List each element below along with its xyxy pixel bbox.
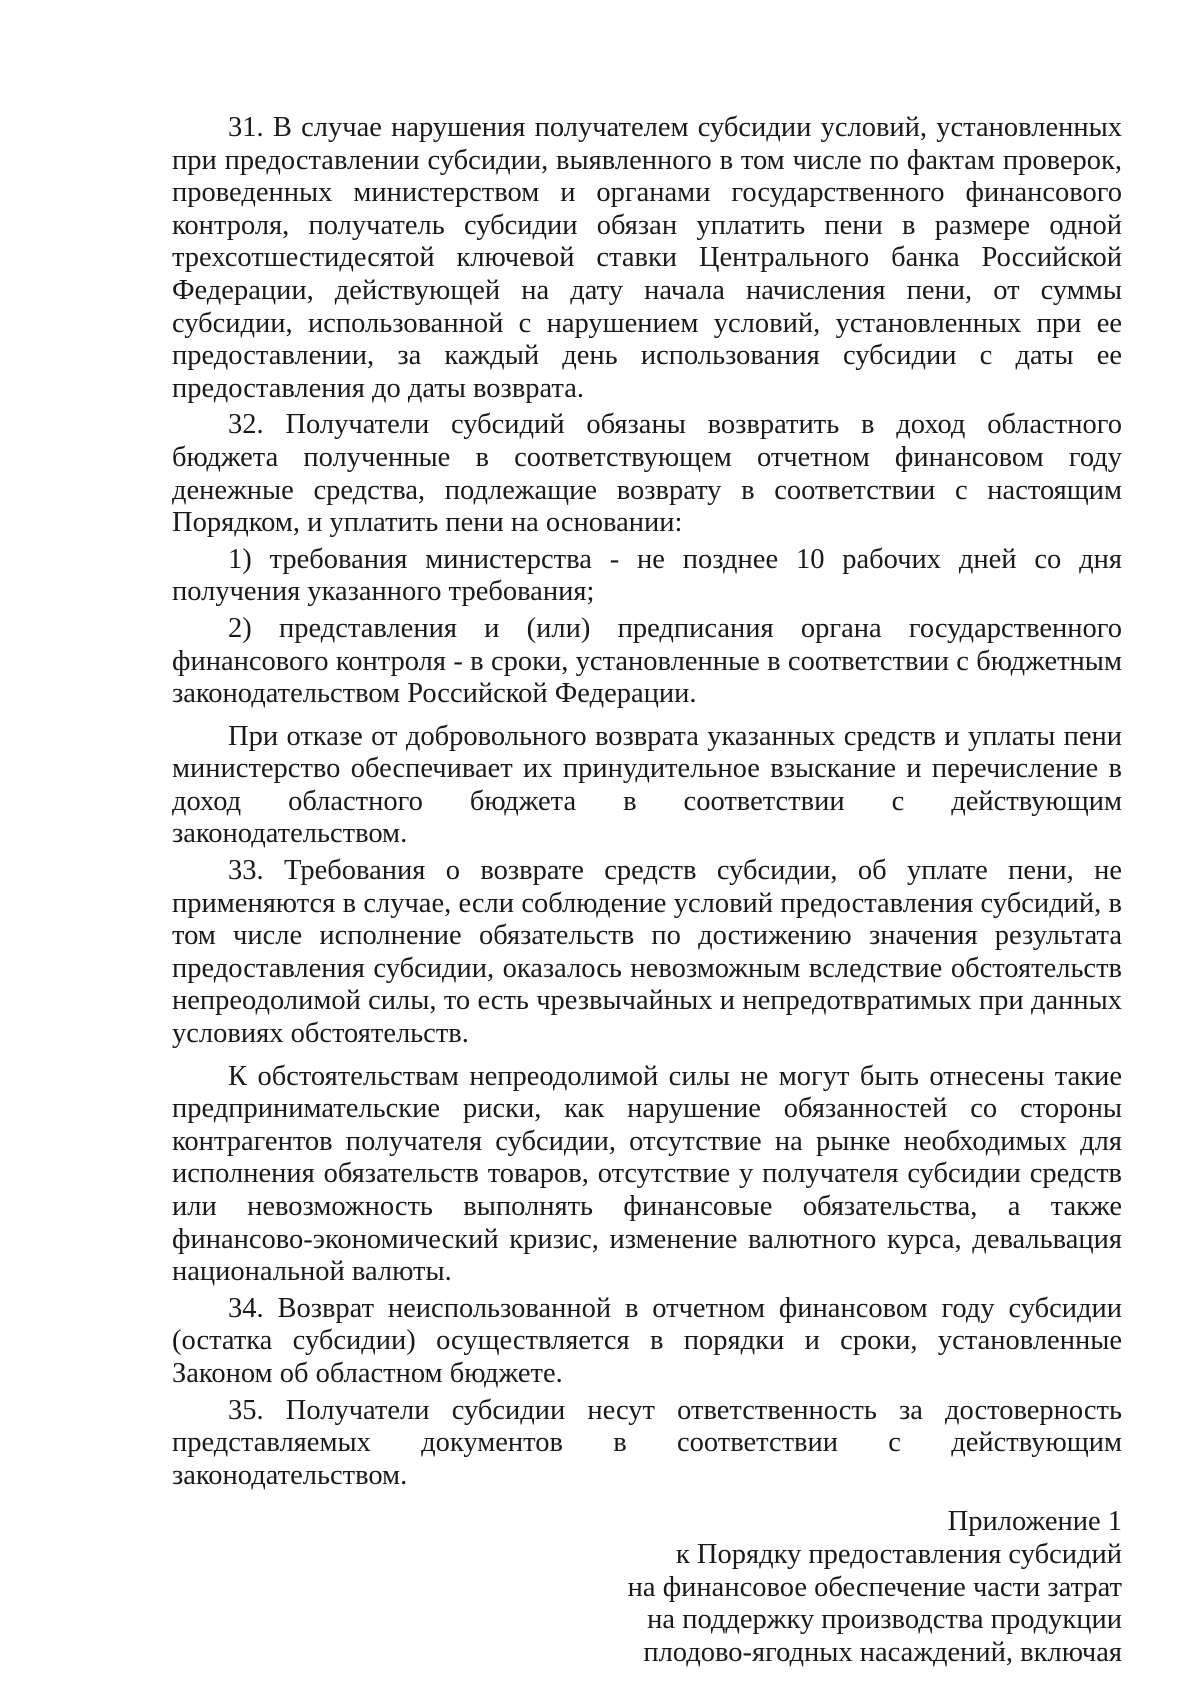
appendix-title: Приложение 1 bbox=[947, 1506, 1122, 1538]
paragraph-34: 34. Возврат неиспользованной в отчетном финансовом году субсидии (остатка субсидии) осуществляется в порядки и сроки, установленные Законом об областном бюджете. bbox=[172, 1292, 1122, 1389]
appendix-line: на поддержку производства продукции bbox=[647, 1604, 1122, 1636]
paragraph-33: 33. Требования о возврате средств субсидии, об уплате пени, не применяются в случае, если соблюдение условий предоставления субсидий, в том числе исполнение обязательств по достижению значения результата предоставления субсидии, оказалось невозможным вследствие обстоятельств непреодолимой силы, то есть чрезвычайных и непредотвратимых при данных условиях обстоятельств. bbox=[172, 855, 1122, 1050]
list-item-2: 2) представления и (или) предписания органа государственного финансового контроля - в сроки, установленные в соответствии с бюджетным законодательством Российской Федерации. bbox=[172, 612, 1122, 710]
appendix-line: к Порядку предоставления субсидий bbox=[675, 1538, 1122, 1570]
paragraph-refusal: При отказе от добровольного возврата указанных средств и уплаты пени министерство обеспечивает их принудительное взыскание и перечисление в доход областного бюджета в соответствии с действующим законодательством. bbox=[172, 720, 1122, 850]
paragraph-force-majeure: К обстоятельствам непреодолимой силы не могут быть отнесены такие предпринимательские риски, как нарушение обязанностей со стороны контрагентов получателя субсидии, отсутствие на рынке необходимых для исполнения обязательств товаров, отсутствие у получателя субсидии средств или невозможность выполнять финансовые обязательства, а также финансово-экономический кризис, изменение валютного курса, девальвация национальной валюты. bbox=[172, 1060, 1122, 1288]
paragraph-35: 35. Получатели субсидии несут ответственность за достоверность представляемых документов в соответствии с действующим законодательством. bbox=[172, 1394, 1122, 1491]
appendix-heading bbox=[172, 1506, 1122, 1669]
paragraph-32: 32. Получатели субсидий обязаны возвратить в доход областного бюджета полученные в соответствующем отчетном финансовом году денежные средства, подлежащие возврату в соответствии с настоящим Порядком, и уплатить пени на основании: bbox=[172, 409, 1122, 539]
appendix-line: на финансовое обеспечение части затрат bbox=[627, 1571, 1122, 1603]
appendix-line: плодово-ягодных насаждений, включая bbox=[643, 1636, 1122, 1668]
list-item-1: 1) требования министерства - не позднее 10 рабочих дней со дня получения указанного требования; bbox=[172, 543, 1122, 608]
document-page bbox=[172, 112, 1122, 1669]
paragraph-31: 31. В случае нарушения получателем субсидии условий, установленных при предоставлении субсидии, выявленного в том числе по фактам проверок, проведенных министерством и органами государственного финансового контроля, получатель субсидии обязан уплатить пени в размере одной трехсотшестидесятой ключевой ставки Центрального банка Российской Федерации, действующей на дату начала начисления пени, от суммы субсидии, использованной с нарушением условий, установленных при ее предоставлении, за каждый день использования субсидии с даты ее предоставления до даты возврата. bbox=[172, 112, 1122, 404]
